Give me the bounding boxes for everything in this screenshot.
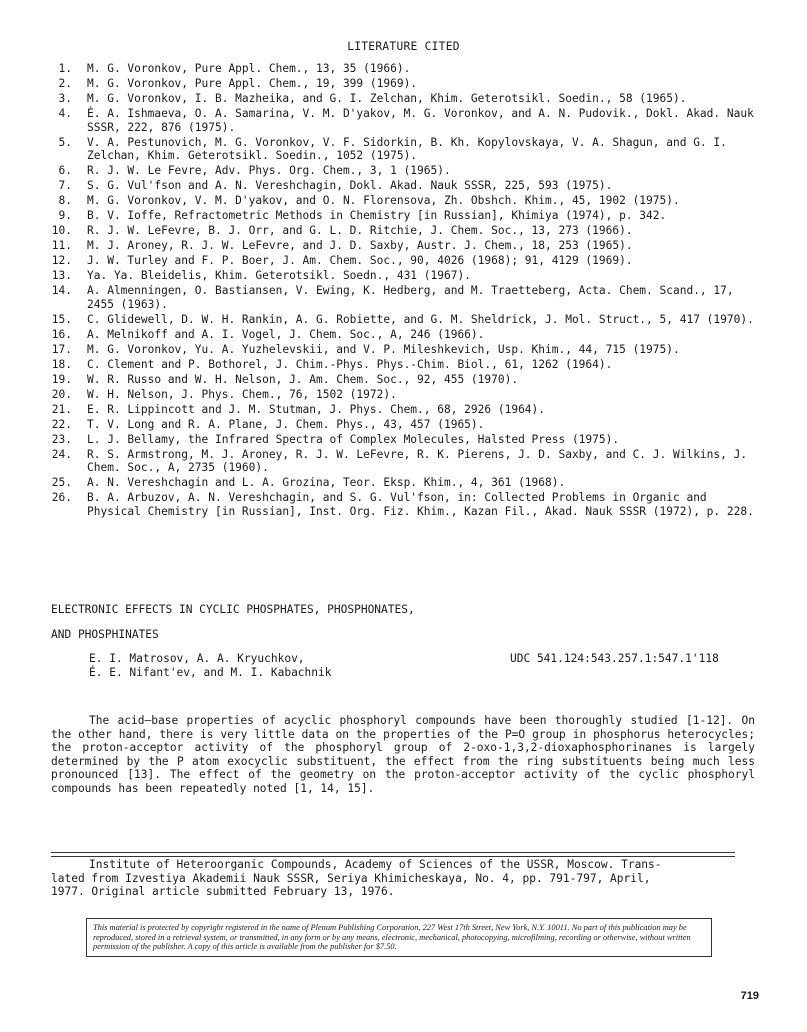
reference-text: W. R. Russo and W. H. Nelson, J. Am. Chem. Soc., 92, 455 (1970). [87, 372, 519, 386]
reference-item [50, 92, 760, 106]
reference-text: E. R. Lippincott and J. M. Stutman, J. Phys. Chem., 68, 2926 (1964). [87, 402, 546, 416]
reference-number: 5. [58, 135, 72, 149]
reference-number: 12. [51, 254, 72, 267]
reference-text: R. J. W. LeFevre, B. J. Orr, and G. L. D. Ritchie, J. Chem. Soc., 13, 273 (1966). [87, 224, 633, 237]
reference-text: V. A. Pestunovich, M. G. Voronkov, V. F. Sidorkin, B. Kh. Kopylovskaya, V. A. Shagun, and G. I. Zelchan, Khim. Geterotsikl. Soedin., 1052 (1975). [87, 135, 727, 162]
affiliation-footnote [51, 858, 741, 899]
reference-text: A. Melnikoff and A. I. Vogel, J. Chem. Soc., A, 246 (1966). [87, 327, 485, 341]
reference-number: 14. [51, 284, 72, 297]
reference-number: 7. [58, 179, 72, 192]
affiliation-line-1: Institute of Heteroorganic Compounds, Academy of Sciences of the USSR, Moscow. Trans- [89, 858, 662, 871]
authors-line-2: É. E. Nifant'ev, and M. I. Kabachnik [89, 665, 332, 679]
reference-item [50, 62, 760, 76]
reference-item [50, 476, 760, 490]
copyright-notice: This material is protected by copyright registered in the name of Plenum Publishing Corporation, 227 West 17th Street, New York, N.Y. 10011. No part of this publication may be reproduced, stored in a retrieval system, or transmitted, in any form or by any means, electronic, mechanical, photocopying, microfilming, recording or otherwise, without written permission of the publisher. A copy of this article is available from the publisher for $7.50. [86, 918, 712, 957]
reference-item [50, 209, 760, 223]
article-title-line-2: AND PHOSPHINATES [51, 628, 159, 641]
reference-text: T. V. Long and R. A. Plane, J. Chem. Phys., 43, 457 (1965). [87, 417, 485, 431]
reference-number: 6. [58, 164, 72, 177]
page-number: 719 [740, 990, 759, 1002]
reference-number: 10. [51, 224, 72, 237]
reference-number: 25. [51, 476, 72, 489]
reference-number: 16. [51, 327, 72, 341]
article-title [51, 603, 751, 653]
reference-number: 1. [58, 62, 72, 75]
reference-text: J. W. Turley and F. P. Boer, J. Am. Chem. Soc., 90, 4026 (1968); 91, 4129 (1969). [87, 254, 633, 267]
udc-code: UDC 541.124:543.257.1:547.1'118 [510, 652, 719, 665]
affiliation-line-2: lated from Izvestiya Akademii Nauk SSSR, Seriya Khimicheskaya, No. 4, pp. 791-797, April, [51, 871, 651, 885]
reference-text: É. A. Ishmaeva, O. A. Samarina, V. M. D'yakov, M. G. Voronkov, and A. N. Pudovik., Dokl. Akad. Nauk SSSR, 222, 876 (1975). [87, 107, 754, 134]
reference-number: 15. [51, 312, 72, 326]
reference-text: A. Almenningen, O. Bastiansen, V. Ewing, K. Hedberg, and M. Traetteberg, Acta. Chem. Scand., 17, 2455 (1963). [87, 284, 734, 311]
reference-item [50, 194, 760, 208]
reference-number: 13. [51, 269, 72, 282]
footnote-rule-bottom [51, 856, 735, 857]
reference-number: 17. [51, 342, 72, 356]
literature-cited-heading: LITERATURE CITED [347, 40, 460, 53]
reference-item [50, 343, 760, 357]
abstract-paragraph: The acid–base properties of acyclic phosphoryl compounds have been thoroughly studied [1-12]. On the other hand, there is very little data on the properties of the P=O group in phosphorus heterocycles; the proton-acceptor activity of the phosphoryl group of 2-oxo-1,3,2-dioxaphosphorinanes is largely determined by the P atom exocyclic substituent, the effect from the ring substituents being much less pronounced [13]. The effect of the geometry on the proton-acceptor activity of the cyclic phosphoryl compounds has been repeatedly noted [1, 14, 15]. [51, 714, 755, 795]
reference-item [50, 254, 760, 268]
reference-number: 18. [51, 357, 72, 371]
authors [89, 652, 331, 679]
reference-item [50, 224, 760, 238]
reference-item [50, 179, 760, 193]
reference-item [50, 136, 760, 163]
reference-item [50, 284, 760, 311]
reference-number: 23. [51, 432, 72, 446]
reference-text: M. G. Voronkov, Pure Appl. Chem., 19, 399 (1969). [87, 77, 418, 90]
reference-text: M. G. Voronkov, I. B. Mazheika, and G. I. Zelchan, Khim. Geterotsikl. Soedin., 58 (1965). [87, 92, 687, 105]
reference-text: C. Glidewell, D. W. H. Rankin, A. G. Robiette, and G. M. Sheldrick, J. Mol. Struct., 5, 417 (1970). [87, 312, 754, 326]
reference-text: R. S. Armstrong, M. J. Aroney, R. J. W. LeFevre, R. K. Pierens, J. D. Saxby, and C. J. Wilkins, J. Chem. Soc., A, 2735 (1960). [87, 447, 748, 474]
reference-text: M. G. Voronkov, Pure Appl. Chem., 13, 35 (1966). [87, 62, 411, 75]
reference-text: S. G. Vul'fson and A. N. Vereshchagin, Dokl. Akad. Nauk SSSR, 225, 593 (1975). [87, 179, 613, 192]
reference-item [50, 491, 760, 518]
reference-number: 4. [58, 107, 72, 120]
reference-item [50, 373, 760, 387]
reference-number: 11. [51, 239, 72, 252]
reference-text: W. H. Nelson, J. Phys. Chem., 76, 1502 (1972). [87, 387, 397, 401]
reference-item [50, 239, 760, 253]
reference-number: 8. [58, 194, 72, 207]
reference-number: 3. [58, 92, 72, 105]
reference-text: Ya. Ya. Bleidelis, Khim. Geterotsikl. Soedn., 431 (1967). [87, 269, 471, 282]
reference-item [50, 164, 760, 178]
reference-number: 19. [51, 372, 72, 386]
reference-text: A. N. Vereshchagin and L. A. Grozina, Teor. Eksp. Khim., 4, 361 (1968). [87, 476, 566, 489]
reference-text: R. J. W. Le Fevre, Adv. Phys. Org. Chem., 3, 1 (1965). [87, 164, 451, 177]
reference-number: 9. [58, 209, 72, 222]
reference-number: 20. [51, 387, 72, 401]
reference-item [50, 358, 760, 372]
reference-text: M. G. Voronkov, Yu. A. Yuzhelevskii, and V. P. Mileshkevich, Usp. Khim., 44, 715 (1975). [87, 342, 680, 356]
footnote-rule-top [51, 852, 735, 853]
authors-line-1: E. I. Matrosov, A. A. Kryuchkov, [89, 652, 305, 665]
reference-item [50, 418, 760, 432]
reference-text: M. G. Voronkov, V. M. D'yakov, and O. N. Florensova, Zh. Obshch. Khim., 45, 1902 (1975). [87, 194, 680, 207]
reference-item [50, 433, 760, 447]
reference-number: 26. [51, 491, 72, 504]
reference-number: 21. [51, 402, 72, 416]
reference-item [50, 77, 760, 91]
reference-item [50, 107, 760, 134]
reference-text: B. V. Ioffe, Refractometric Methods in Chemistry [in Russian], Khimiya (1974), p. 342. [87, 209, 667, 222]
reference-text: M. J. Aroney, R. J. W. LeFevre, and J. D. Saxby, Austr. J. Chem., 18, 253 (1965). [87, 239, 633, 252]
reference-list [50, 62, 760, 520]
affiliation-line-3: 1977. Original article submitted February 13, 1976. [51, 885, 395, 898]
reference-text: C. Clement and P. Bothorel, J. Chim.-Phys. Phys.-Chim. Biol., 61, 1262 (1964). [87, 357, 613, 371]
reference-item [50, 403, 760, 417]
reference-number: 2. [58, 77, 72, 90]
reference-text: L. J. Bellamy, the Infrared Spectra of Complex Molecules, Halsted Press (1975). [87, 432, 620, 446]
reference-number: 24. [51, 447, 72, 461]
reference-text: B. A. Arbuzov, A. N. Vereshchagin, and S. G. Vul'fson, in: Collected Problems in Organic and Physical Chemistry [in Russian], Inst. Org. Fiz. Khim., Kazan Fil., Akad. Nauk SSSR (1972), p. 228. [87, 491, 754, 518]
reference-item [50, 269, 760, 283]
reference-item [50, 328, 760, 342]
reference-item [50, 448, 760, 475]
reference-number: 22. [51, 417, 72, 431]
reference-item [50, 388, 760, 402]
reference-item [50, 313, 760, 327]
article-title-line-1: ELECTRONIC EFFECTS IN CYCLIC PHOSPHATES, PHOSPHONATES, [51, 603, 415, 616]
